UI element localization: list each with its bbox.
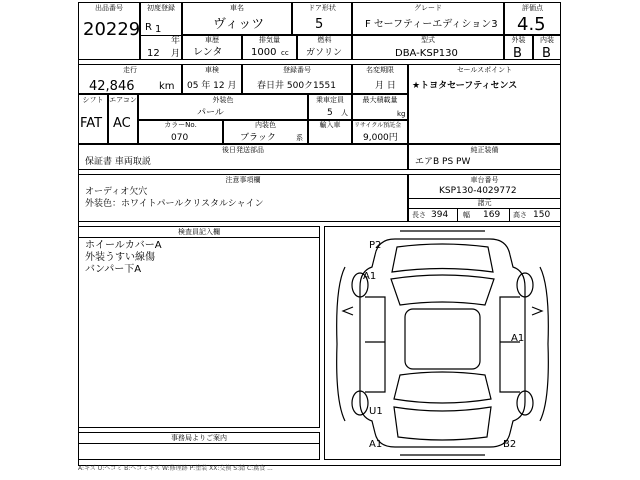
color-no: 070 [171,133,189,143]
import-label: 輸入車 [319,121,341,129]
doors: 5 [315,17,324,32]
length: 394 [431,210,449,220]
usage-cell [182,35,242,60]
chassis-label: 車台番号 [470,176,499,184]
mark-a1-right: A1 [511,333,525,344]
color-no-cell [138,120,223,144]
selling-point-label: セールスポイント [456,66,513,74]
capacity: 5 [327,108,333,118]
transfer: 月 日 [375,81,396,91]
recycle-cell [352,120,408,144]
int-score-cell [533,35,561,60]
shift: FAT [80,116,103,131]
month-unit: 月 [171,49,181,59]
car-name-label: 車名 [230,4,244,12]
inspector-cell [78,226,320,428]
int-label: 内装 [540,36,554,44]
ext-label: 外装 [511,36,526,44]
inspection: 05 年 12 月 [187,81,237,91]
era: R [145,22,152,33]
mark-p2: P2 [369,240,382,251]
length-label: 長さ [412,211,426,219]
plate: 春日井 500ク1551 [257,81,336,91]
ac-label: エアコン [109,96,137,104]
int-color: ブラック [240,133,276,143]
height: 150 [533,210,551,220]
plate-cell [242,64,352,94]
lot-number-cell [78,2,140,60]
width: 169 [483,210,501,220]
ext-score-cell [504,35,533,60]
selling-point-cell [408,64,561,144]
score-label: 評価点 [522,4,543,12]
capacity-label: 乗車定員 [316,96,344,104]
ext-color-label: 外装色 [212,96,234,104]
equipment-cell [408,144,561,170]
car-name: ヴィッツ [213,17,265,32]
score-cell [504,2,561,35]
import-cell [308,120,352,144]
recycle: 9,000円 [363,133,398,143]
doors-cell [292,2,352,35]
int-color-cell [223,120,308,144]
height-label: 高さ [513,211,527,219]
usage-label: 車歴 [205,36,219,44]
notes-line-2: 外装色：ホワイトパールクリスタルシャイン [85,199,264,209]
usage: レンタ [193,47,223,58]
office-cell [78,432,320,460]
inspection-label: 車検 [205,66,219,74]
car-name-cell [182,2,292,35]
lot-number-label: 出品番号 [95,4,123,12]
notes-cell [78,174,408,222]
displacement-label: 排気量 [259,36,280,44]
load-label: 最大積載量 [362,96,398,104]
model-cell [352,35,504,60]
chassis-cell [408,174,561,222]
transfer-cell [352,64,408,94]
doors-label: ドア形状 [308,4,336,12]
load-cell [352,94,408,120]
displacement: 1000 [251,47,277,58]
first-reg-cell [140,2,182,60]
model-label: 型式 [421,36,435,44]
fuel-cell [297,35,352,60]
int-color-label: 内装色 [255,121,276,129]
grade-cell [352,2,504,35]
plate-label: 登録番号 [283,66,311,74]
ac-cell [108,94,138,144]
first-reg-label: 初度登録 [147,4,175,12]
mileage: 42,846 [89,79,135,94]
car-outline [325,227,560,459]
dims-label: 諸元 [477,199,492,207]
score: 4.5 [517,14,546,35]
grade-label: グレード [414,4,442,12]
inspector-line-3: バンパー下A [85,264,142,275]
shift-cell [78,94,108,144]
mileage-cell [78,64,182,94]
int-score: B [542,46,551,61]
displacement-cell [242,35,297,60]
capacity-unit: 人 [341,109,348,117]
later-parts-label: 後日発送部品 [222,146,264,154]
mark-u1: U1 [369,406,383,417]
first-reg-month: 12 [147,48,160,59]
int-color-suffix: 系 [296,134,303,142]
notes-line-1: オーディオ欠穴 [85,187,148,197]
damage-diagram [324,226,561,460]
fuel: ガソリン [306,48,343,58]
lot-number: 20229 [83,19,141,40]
fuel-label: 燃料 [317,36,332,44]
color-no-label: カラーNo. [164,121,197,129]
later-parts: 保証書 車両取説 [85,157,151,167]
inspection-cell [182,64,242,94]
notes-label: 注意事項欄 [225,176,261,184]
transfer-label: 名変期限 [366,66,394,74]
mark-a1-rear-left: A1 [369,439,383,450]
capacity-cell [308,94,352,120]
inspector-line-2: 外装うすい線傷 [85,252,155,263]
year-unit: 年 [171,36,181,46]
chassis-number: KSP130-4029772 [439,186,517,196]
inspector-line-1: ホイールカバーA [85,240,162,251]
equipment: エアB PS PW [415,157,471,167]
selling-point: ★トヨタセーフティセンス [412,81,518,91]
inspector-label: 検査員記入欄 [178,228,220,236]
later-parts-cell [78,144,408,170]
mileage-label: 走行 [123,66,137,74]
equipment-label: 純正装備 [470,146,499,154]
recycle-label: リサイクル預託金 [354,122,402,129]
model: DBA-KSP130 [395,48,458,59]
ac: AC [113,116,131,131]
mark-b2: B2 [503,439,517,450]
km-unit: km [159,81,175,92]
grade: F セーフティーエディション3 [365,19,498,30]
shift-label: シフト [82,96,104,104]
ext-color-cell [138,94,308,120]
width-label: 幅 [463,211,470,219]
load-unit: kg [397,110,406,118]
cc-unit: cc [281,49,289,57]
first-reg-year: 1 [155,24,162,35]
legend: A:キズ U:ヘコミ B:ヘコミキズ W:修理跡 P:塗装 XX:交換 S:錆 C:腐食 ... [78,465,273,472]
mark-a1-front-left: A1 [363,271,377,282]
ext-color: パール [197,108,224,118]
office-label: 事務局よりご案内 [171,434,227,442]
ext-score: B [513,46,522,61]
